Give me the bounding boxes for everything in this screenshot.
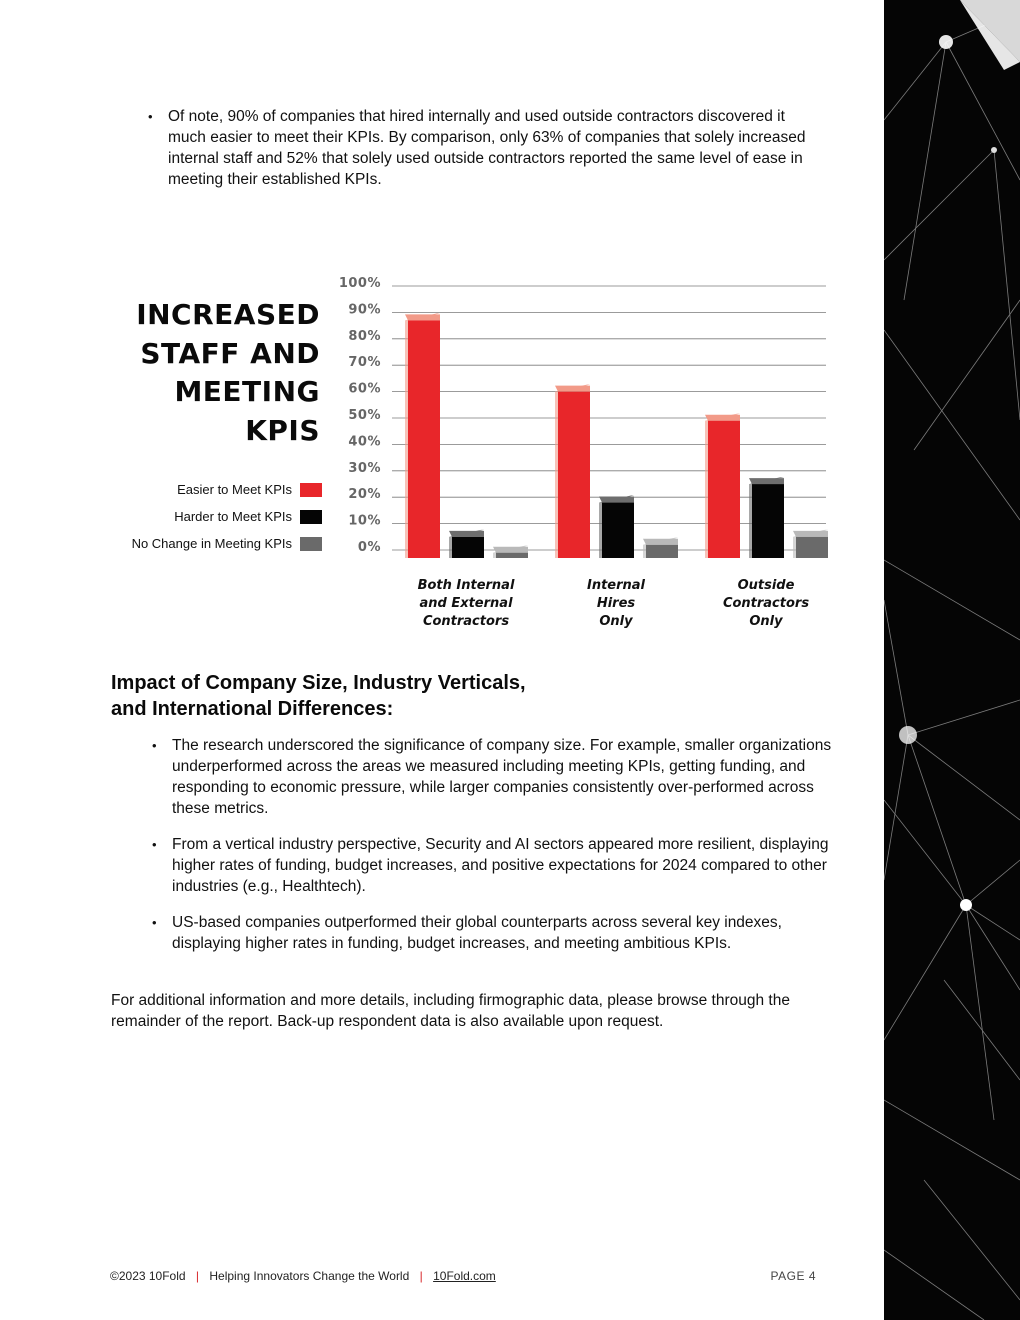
legend-swatch-black [300, 510, 322, 524]
legend-label: Harder to Meet KPIs [174, 509, 292, 524]
y-tick-label: 50% [348, 408, 381, 423]
legend-swatch-red [300, 483, 322, 497]
footer-separator: | [419, 1269, 423, 1283]
footer-tagline: Helping Innovators Change the World [209, 1269, 410, 1283]
chart-title-line: KPIS [245, 413, 320, 447]
section-heading [111, 670, 631, 722]
impact-bullet-company-size: • The research underscored the significance of company size. For example, smaller organizations underperformed across the areas we measured including meeting KPIs, getting funding, and responding to economic pressure, while larger companies consistently over-performed across these metrics. [152, 735, 832, 819]
chart-title-line: MEETING [174, 375, 320, 408]
y-tick-label: 60% [348, 381, 381, 397]
bar-side [405, 320, 408, 558]
x-category-label: Outside Contractors Only [722, 578, 810, 629]
bar-side [643, 545, 646, 558]
legend-item-harder [90, 503, 322, 530]
chart-title [80, 296, 320, 450]
y-tick-label: 0% [357, 540, 381, 555]
impact-bullet-list [152, 735, 832, 969]
kpi-bar-chart [330, 270, 840, 640]
footer-copyright: ©2023 10Fold [110, 1269, 186, 1283]
legend-label: Easier to Meet KPIs [177, 482, 292, 497]
chart-title-line: STAFF AND [140, 336, 320, 370]
y-tick-label: 30% [348, 460, 381, 476]
x-category-label: Internal Hires Only [586, 578, 646, 629]
bar-top-face [405, 314, 440, 320]
x-category-label: Both Internal and External Contractors [417, 578, 515, 629]
intro-bullet-list [148, 106, 808, 190]
bar-top-face [705, 415, 740, 421]
bar-no-change-in-meeting-kpis-1 [646, 545, 678, 558]
chart-title-line: INCREASED [136, 298, 320, 331]
bar-top-face [493, 547, 528, 553]
legend-item-no-change [90, 530, 322, 557]
bar-side [555, 392, 558, 558]
intro-bullet: • Of note, 90% of companies that hired internally and used outside contractors discovered it much easier to meet their KPIs. By comparison, only 63% of companies that solely increased internal staff and 52% that solely used outside contractors reported the same level of ease in meeting their established KPIs. [148, 106, 808, 190]
footer-website-link[interactable]: 10Fold.com [433, 1269, 496, 1283]
legend-label: No Change in Meeting KPIs [131, 536, 292, 551]
legend-swatch-gray [300, 537, 322, 551]
y-tick-label: 40% [348, 434, 381, 450]
bar-easier-to-meet-kpis-1 [558, 392, 590, 558]
bar-no-change-in-meeting-kpis-2 [796, 537, 828, 558]
impact-bullet-international: • US-based companies outperformed their global counterparts across several key indexes, displaying higher rates in funding, budget increases, and meeting ambitious KPIs. [152, 912, 832, 954]
impact-bullet-verticals: • From a vertical industry perspective, Security and AI sectors appeared more resilient, displaying higher rates of funding, budget increases, and positive expectations for 2024 compared to other industries (e.g., Healthtech). [152, 834, 832, 897]
section-heading-line: Impact of Company Size, Industry Verticals, [111, 672, 526, 694]
bar-top-face [555, 386, 590, 392]
bar-harder-to-meet-kpis-0 [452, 537, 484, 558]
bar-harder-to-meet-kpis-2 [752, 484, 784, 558]
bar-top-face [599, 497, 634, 503]
y-tick-label: 10% [348, 513, 381, 529]
bar-top-face [793, 531, 828, 537]
bar-top-face [449, 531, 484, 537]
bar-top-face [643, 539, 678, 545]
page-number: PAGE 4 [770, 1269, 816, 1283]
bar-side [493, 553, 496, 558]
bar-side [749, 484, 752, 558]
y-tick-label: 90% [348, 302, 381, 318]
bar-easier-to-meet-kpis-0 [408, 320, 440, 558]
page-footer [110, 1269, 816, 1283]
network-lines-graphic [884, 0, 1020, 1320]
bar-side [793, 537, 796, 558]
y-tick-label: 70% [348, 355, 381, 371]
y-tick-label: 100% [338, 276, 381, 291]
decorative-network-art [884, 0, 1020, 1320]
y-tick-label: 80% [348, 328, 381, 344]
section-heading-line: and International Differences: [111, 698, 394, 720]
bar-side [599, 503, 602, 558]
chart-legend [90, 476, 322, 557]
bar-harder-to-meet-kpis-1 [602, 503, 634, 558]
bar-no-change-in-meeting-kpis-0 [496, 553, 528, 558]
footer-separator: | [195, 1269, 200, 1283]
closing-paragraph: For additional information and more details, including firmographic data, please browse through the remainder of the report. Back-up respondent data is also available upon request. [111, 992, 790, 1030]
legend-item-easier [90, 476, 322, 503]
bar-easier-to-meet-kpis-2 [708, 421, 740, 558]
bar-side [705, 421, 708, 558]
y-tick-label: 20% [348, 487, 381, 503]
bar-side [449, 537, 452, 558]
bar-top-face [749, 478, 784, 484]
